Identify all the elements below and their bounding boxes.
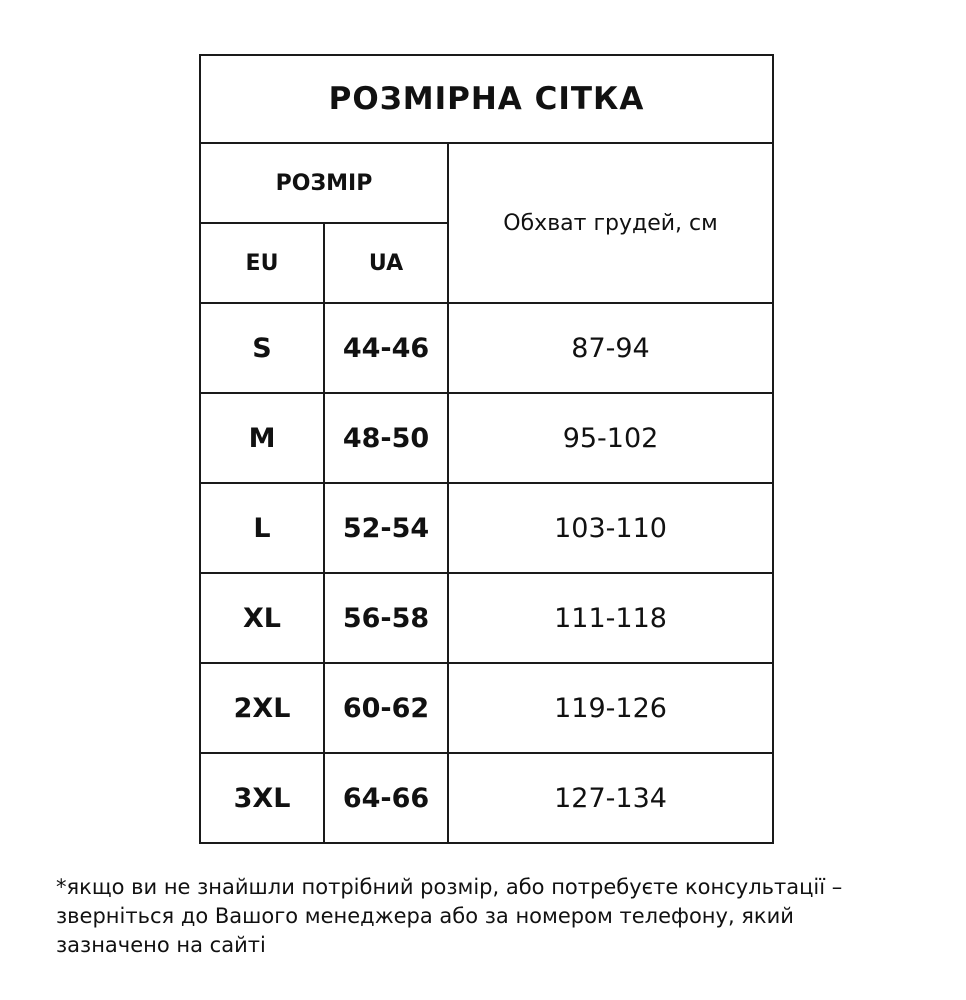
table-row xyxy=(200,753,773,843)
ua-size-cell: 48-50 xyxy=(324,393,448,483)
ua-size-cell: 56-58 xyxy=(324,573,448,663)
table-row xyxy=(200,573,773,663)
eu-size-cell: M xyxy=(200,393,324,483)
chest-cell: 95-102 xyxy=(448,393,773,483)
title-row xyxy=(200,55,773,143)
chest-cell: 103-110 xyxy=(448,483,773,573)
eu-size-cell: 3XL xyxy=(200,753,324,843)
table-row xyxy=(200,393,773,483)
ua-size-cell: 64-66 xyxy=(324,753,448,843)
footnote xyxy=(56,873,936,960)
header-row-top xyxy=(200,143,773,223)
chest-cell: 111-118 xyxy=(448,573,773,663)
ua-size-cell: 44-46 xyxy=(324,303,448,393)
footnote-line: зверніться до Вашого менеджера або за номером телефону, який xyxy=(56,904,794,928)
table-row xyxy=(200,303,773,393)
ua-size-cell: 52-54 xyxy=(324,483,448,573)
eu-header: EU xyxy=(200,223,324,303)
chest-header: Обхват грудей, см xyxy=(448,143,773,303)
chest-cell: 127-134 xyxy=(448,753,773,843)
eu-size-cell: S xyxy=(200,303,324,393)
eu-size-cell: XL xyxy=(200,573,324,663)
eu-size-cell: L xyxy=(200,483,324,573)
table-row xyxy=(200,483,773,573)
ua-size-cell: 60-62 xyxy=(324,663,448,753)
footnote-line: зазначено на сайті xyxy=(56,933,266,957)
chest-cell: 119-126 xyxy=(448,663,773,753)
size-chart-table xyxy=(199,54,774,844)
size-header: РОЗМІР xyxy=(200,143,448,223)
table-title: РОЗМІРНА СІТКА xyxy=(200,55,773,143)
ua-header: UA xyxy=(324,223,448,303)
chest-cell: 87-94 xyxy=(448,303,773,393)
footnote-line: *якщо ви не знайшли потрібний розмір, або потребуєте консультації – xyxy=(56,875,843,899)
table-row xyxy=(200,663,773,753)
eu-size-cell: 2XL xyxy=(200,663,324,753)
